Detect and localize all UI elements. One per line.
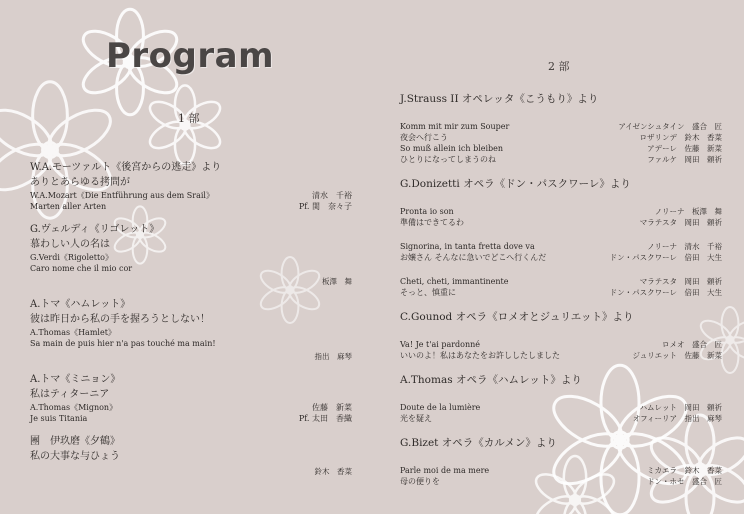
song-line: Doute de la lumière	[400, 403, 481, 412]
song-line: Komm mit mir zum Souper	[400, 122, 510, 131]
program-item	[30, 434, 352, 477]
work-line	[30, 338, 352, 349]
work-line-text: Caro nome che il mio cor	[30, 264, 133, 273]
song-line: 準備はできてるわ	[400, 218, 464, 227]
song-item	[400, 276, 722, 298]
work-line-text: Sa main de puis hier n'a pas touché ma main!	[30, 339, 216, 348]
work-line-text: Marten aller Arten	[30, 202, 107, 211]
song-lines	[400, 276, 509, 298]
part2-program	[400, 92, 722, 487]
page-title: Program	[106, 36, 275, 76]
song-line: Pronta io son	[400, 207, 454, 216]
song-lines	[400, 402, 480, 424]
program-section	[400, 177, 722, 298]
song-line: Cheti, cheti, immantinente	[400, 277, 509, 286]
performer: 清水 千裕	[312, 191, 352, 200]
work-line	[30, 413, 352, 424]
performer: アイゼンシュタイン 盛合 匠	[618, 122, 722, 131]
performer: アデーレ 佐藤 新菜	[647, 144, 722, 153]
song-performers	[640, 206, 722, 228]
song-item	[400, 241, 722, 263]
performer: ドン・パスクワーレ 倍田 大生	[609, 253, 722, 262]
song-line: Signorina, in tanta fretta dove va	[400, 242, 535, 251]
performer: ノリーナ 板澤 舞	[654, 207, 722, 216]
song-line: そっと、慎重に	[400, 288, 456, 297]
performer: ドン・ホセ 盛合 匠	[647, 477, 722, 486]
song-lines	[400, 206, 464, 228]
work-title: 私の大事な与ひょう	[30, 451, 120, 462]
performer: Pf. 太田 香織	[298, 414, 352, 423]
section-heading: G.Bizet オペラ《カルメン》より	[400, 437, 557, 449]
work-line-text: A.Thomas《Mignon》	[30, 403, 118, 412]
program-item	[30, 297, 352, 362]
work-line	[30, 201, 352, 212]
performer: ハムレット 岡田 頼祈	[639, 403, 722, 412]
performer: 佐藤 新菜	[312, 403, 352, 412]
performer: ミカエラ 鈴木 香菜	[647, 466, 722, 475]
part1-program	[30, 160, 352, 477]
song-line: 夜会へ行こう	[400, 133, 448, 142]
program-section	[400, 373, 722, 424]
performer: マラテスタ 岡田 頼祈	[639, 277, 722, 286]
performer: ドン・パスクワーレ 倍田 大生	[609, 288, 722, 297]
program-section	[400, 310, 722, 361]
section-heading: J.Strauss II オペレッタ《こうもり》より	[400, 93, 599, 105]
performer: ロザリンデ 鈴木 香菜	[639, 133, 722, 142]
performer: 鈴木 香菜	[314, 467, 352, 476]
song-lines	[400, 241, 546, 263]
section-heading: A.Thomas オペラ《ハムレット》より	[400, 374, 582, 386]
section-heading: G.Donizetti オペラ《ドン・パスクワーレ》より	[400, 178, 631, 190]
work-title: A.トマ《ハムレット》	[30, 299, 131, 310]
performer: オフィーリア 指出 麻琴	[632, 414, 722, 423]
program-item	[30, 160, 352, 212]
work-line	[30, 263, 352, 274]
song-performers	[647, 465, 722, 487]
performer: ファルケ 岡田 頼祈	[647, 155, 722, 164]
work-line	[30, 190, 352, 201]
part2-label: 2 部	[548, 60, 570, 73]
song-line: 光を疑え	[400, 414, 432, 423]
song-lines	[400, 121, 509, 165]
work-line-text: G.Verdi《Rigoletto》	[30, 253, 113, 262]
song-performers	[618, 121, 722, 165]
program-item	[30, 222, 352, 287]
song-item	[400, 465, 722, 487]
work-line-text: W.A.Mozart《Die Entführung aus dem Srail》	[30, 191, 214, 200]
song-line: 母の便りを	[400, 477, 440, 486]
program-item	[30, 372, 352, 424]
work-title: ありとあらゆる拷問が	[30, 177, 130, 188]
program-section	[400, 92, 722, 165]
song-lines	[400, 339, 560, 361]
work-title: W.A.モーツァルト《後宮からの逃走》より	[30, 162, 222, 173]
performer: マラテスタ 岡田 頼祈	[639, 218, 722, 227]
performer: 指出 麻琴	[314, 352, 352, 361]
performer: ロメオ 盛合 匠	[662, 340, 722, 349]
work-line-text: Je suis Titania	[30, 414, 88, 423]
part1-label: 1 部	[178, 112, 200, 125]
performer: ノリーナ 清水 千裕	[647, 242, 722, 251]
performer: ジュリエット 佐藤 新菜	[632, 351, 722, 360]
song-line: いいのよ！私はあなたをお許ししたしました	[400, 351, 560, 360]
work-title: A.トマ《ミニョン》	[30, 374, 121, 385]
work-line	[30, 252, 352, 263]
song-performers	[610, 276, 722, 298]
work-title: 彼は昨日から私の手を握ろうとしない！	[30, 314, 210, 325]
song-performers	[610, 241, 722, 263]
work-title: 私はティターニア	[30, 389, 110, 400]
song-line: ひとりになってしまうのね	[400, 155, 496, 164]
song-item	[400, 206, 722, 228]
program-section	[400, 436, 722, 487]
song-item	[400, 402, 722, 424]
song-item	[400, 339, 722, 361]
song-line: お嬢さん そんなに急いでどこへ行くんだ	[400, 253, 547, 262]
work-line	[30, 327, 352, 338]
song-performers	[633, 402, 722, 424]
song-line: Va! Je t'ai pardonné	[400, 340, 481, 349]
performer: 板澤 舞	[322, 277, 352, 286]
song-lines	[400, 465, 489, 487]
song-performers	[632, 339, 722, 361]
work-title: 慕わしい人の名は	[30, 239, 110, 250]
work-line-text: A.Thomas《Hamlet》	[30, 328, 116, 337]
performer: Pf. 関 奈々子	[298, 202, 352, 211]
song-item	[400, 121, 722, 165]
song-line: Parle moi de ma mere	[400, 466, 490, 475]
work-line	[30, 402, 352, 413]
section-heading: C.Gounod オペラ《ロメオとジュリエット》より	[400, 311, 634, 323]
song-line: So muß allein ich bleiben	[400, 144, 504, 153]
work-title: 團 伊玖磨《夕鶴》	[30, 436, 120, 447]
work-title: G.ヴェルディ《リゴレット》	[30, 224, 160, 235]
